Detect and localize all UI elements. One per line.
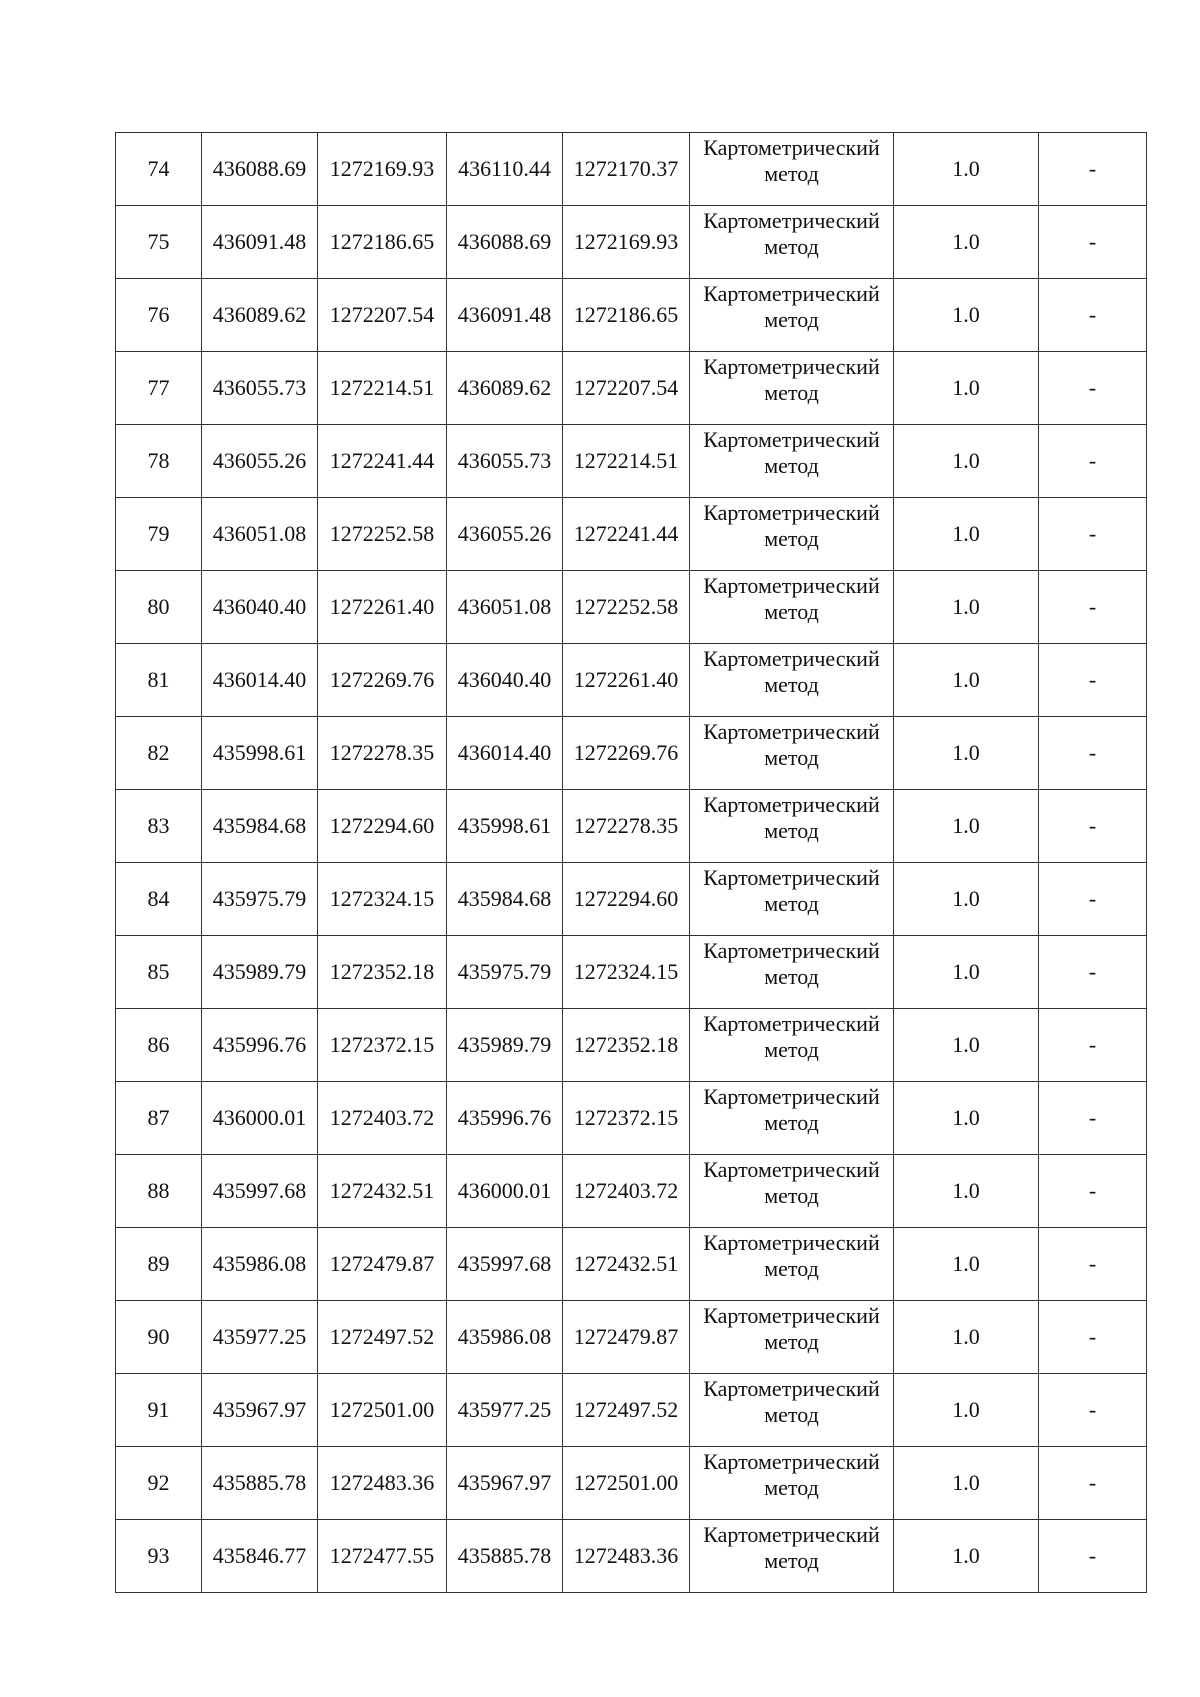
x-coordinate-cell: 435975.79 <box>202 863 318 936</box>
accuracy-cell: 1.0 <box>894 279 1039 352</box>
x-coordinate-cell: 436055.26 <box>202 425 318 498</box>
y-coordinate-cell: 1272186.65 <box>318 206 447 279</box>
note-cell: - <box>1039 790 1147 863</box>
y-previous-coordinate-cell: 1272186.65 <box>563 279 690 352</box>
accuracy-cell: 1.0 <box>894 863 1039 936</box>
point-number-cell: 89 <box>116 1228 202 1301</box>
x-coordinate-cell: 435989.79 <box>202 936 318 1009</box>
note-cell: - <box>1039 1082 1147 1155</box>
y-previous-coordinate-cell: 1272261.40 <box>563 644 690 717</box>
y-coordinate-cell: 1272497.52 <box>318 1301 447 1374</box>
determination-method-cell <box>690 717 894 790</box>
y-coordinate-cell: 1272294.60 <box>318 790 447 863</box>
y-previous-coordinate-cell: 1272241.44 <box>563 498 690 571</box>
determination-method-cell <box>690 279 894 352</box>
point-number-cell: 79 <box>116 498 202 571</box>
note-cell: - <box>1039 936 1147 1009</box>
note-cell: - <box>1039 571 1147 644</box>
accuracy-cell: 1.0 <box>894 425 1039 498</box>
accuracy-cell: 1.0 <box>894 1520 1039 1593</box>
note-cell: - <box>1039 352 1147 425</box>
method-line-1: Картометрический <box>703 281 880 306</box>
method-line-1: Картометрический <box>703 1303 880 1328</box>
method-line-1: Картометрический <box>703 427 880 452</box>
method-line-2: метод <box>764 1110 819 1135</box>
y-previous-coordinate-cell: 1272294.60 <box>563 863 690 936</box>
method-line-1: Картометрический <box>703 208 880 233</box>
y-coordinate-cell: 1272241.44 <box>318 425 447 498</box>
method-line-2: метод <box>764 745 819 770</box>
x-previous-coordinate-cell: 435997.68 <box>447 1228 563 1301</box>
x-previous-coordinate-cell: 435984.68 <box>447 863 563 936</box>
y-previous-coordinate-cell: 1272252.58 <box>563 571 690 644</box>
method-line-1: Картометрический <box>703 500 880 525</box>
x-previous-coordinate-cell: 435989.79 <box>447 1009 563 1082</box>
point-number-cell: 82 <box>116 717 202 790</box>
table-row <box>116 1374 1147 1447</box>
table-row <box>116 571 1147 644</box>
determination-method-cell <box>690 863 894 936</box>
table-row <box>116 1155 1147 1228</box>
x-coordinate-cell: 435885.78 <box>202 1447 318 1520</box>
point-number-cell: 78 <box>116 425 202 498</box>
x-coordinate-cell: 436055.73 <box>202 352 318 425</box>
point-number-cell: 88 <box>116 1155 202 1228</box>
method-line-1: Картометрический <box>703 135 880 160</box>
method-line-2: метод <box>764 1402 819 1427</box>
y-coordinate-cell: 1272432.51 <box>318 1155 447 1228</box>
table-row <box>116 1228 1147 1301</box>
method-line-2: метод <box>764 234 819 259</box>
point-number-cell: 91 <box>116 1374 202 1447</box>
y-coordinate-cell: 1272403.72 <box>318 1082 447 1155</box>
table-row <box>116 717 1147 790</box>
determination-method-cell <box>690 425 894 498</box>
y-coordinate-cell: 1272477.55 <box>318 1520 447 1593</box>
method-line-1: Картометрический <box>703 573 880 598</box>
y-previous-coordinate-cell: 1272432.51 <box>563 1228 690 1301</box>
note-cell: - <box>1039 1009 1147 1082</box>
table-row <box>116 863 1147 936</box>
method-line-2: метод <box>764 818 819 843</box>
y-coordinate-cell: 1272207.54 <box>318 279 447 352</box>
determination-method-cell <box>690 1447 894 1520</box>
table-row <box>116 790 1147 863</box>
determination-method-cell <box>690 352 894 425</box>
x-previous-coordinate-cell: 436014.40 <box>447 717 563 790</box>
note-cell: - <box>1039 279 1147 352</box>
y-coordinate-cell: 1272269.76 <box>318 644 447 717</box>
table-row <box>116 352 1147 425</box>
method-line-2: метод <box>764 964 819 989</box>
note-cell: - <box>1039 1374 1147 1447</box>
accuracy-cell: 1.0 <box>894 936 1039 1009</box>
determination-method-cell <box>690 206 894 279</box>
method-line-1: Картометрический <box>703 1011 880 1036</box>
note-cell: - <box>1039 425 1147 498</box>
y-previous-coordinate-cell: 1272207.54 <box>563 352 690 425</box>
method-line-1: Картометрический <box>703 1376 880 1401</box>
method-line-1: Картометрический <box>703 719 880 744</box>
method-line-2: метод <box>764 307 819 332</box>
x-previous-coordinate-cell: 435986.08 <box>447 1301 563 1374</box>
point-number-cell: 76 <box>116 279 202 352</box>
x-previous-coordinate-cell: 436055.73 <box>447 425 563 498</box>
point-number-cell: 81 <box>116 644 202 717</box>
method-line-1: Картометрический <box>703 1230 880 1255</box>
method-line-2: метод <box>764 526 819 551</box>
note-cell: - <box>1039 206 1147 279</box>
x-coordinate-cell: 436091.48 <box>202 206 318 279</box>
method-line-1: Картометрический <box>703 1084 880 1109</box>
accuracy-cell: 1.0 <box>894 1082 1039 1155</box>
y-coordinate-cell: 1272352.18 <box>318 936 447 1009</box>
point-number-cell: 83 <box>116 790 202 863</box>
determination-method-cell <box>690 1520 894 1593</box>
accuracy-cell: 1.0 <box>894 1374 1039 1447</box>
method-line-2: метод <box>764 380 819 405</box>
determination-method-cell <box>690 1082 894 1155</box>
y-coordinate-cell: 1272372.15 <box>318 1009 447 1082</box>
y-previous-coordinate-cell: 1272170.37 <box>563 133 690 206</box>
x-previous-coordinate-cell: 436055.26 <box>447 498 563 571</box>
table-row <box>116 1301 1147 1374</box>
method-line-1: Картометрический <box>703 1522 880 1547</box>
x-coordinate-cell: 435986.08 <box>202 1228 318 1301</box>
method-line-2: метод <box>764 1329 819 1354</box>
y-previous-coordinate-cell: 1272483.36 <box>563 1520 690 1593</box>
determination-method-cell <box>690 1228 894 1301</box>
x-coordinate-cell: 435984.68 <box>202 790 318 863</box>
table-row <box>116 1082 1147 1155</box>
accuracy-cell: 1.0 <box>894 644 1039 717</box>
x-previous-coordinate-cell: 436040.40 <box>447 644 563 717</box>
note-cell: - <box>1039 1155 1147 1228</box>
accuracy-cell: 1.0 <box>894 1009 1039 1082</box>
determination-method-cell <box>690 790 894 863</box>
table-row <box>116 206 1147 279</box>
x-previous-coordinate-cell: 435977.25 <box>447 1374 563 1447</box>
method-line-2: метод <box>764 891 819 916</box>
determination-method-cell <box>690 644 894 717</box>
determination-method-cell <box>690 1301 894 1374</box>
determination-method-cell <box>690 498 894 571</box>
note-cell: - <box>1039 717 1147 790</box>
y-coordinate-cell: 1272501.00 <box>318 1374 447 1447</box>
note-cell: - <box>1039 1228 1147 1301</box>
point-number-cell: 80 <box>116 571 202 644</box>
determination-method-cell <box>690 133 894 206</box>
y-coordinate-cell: 1272169.93 <box>318 133 447 206</box>
note-cell: - <box>1039 1301 1147 1374</box>
y-previous-coordinate-cell: 1272497.52 <box>563 1374 690 1447</box>
table-row <box>116 133 1147 206</box>
point-number-cell: 87 <box>116 1082 202 1155</box>
method-line-2: метод <box>764 161 819 186</box>
point-number-cell: 86 <box>116 1009 202 1082</box>
point-number-cell: 92 <box>116 1447 202 1520</box>
point-number-cell: 75 <box>116 206 202 279</box>
point-number-cell: 90 <box>116 1301 202 1374</box>
x-coordinate-cell: 435998.61 <box>202 717 318 790</box>
determination-method-cell <box>690 1155 894 1228</box>
determination-method-cell <box>690 936 894 1009</box>
table-row <box>116 644 1147 717</box>
x-previous-coordinate-cell: 435996.76 <box>447 1082 563 1155</box>
coordinates-table <box>115 132 1147 1593</box>
y-previous-coordinate-cell: 1272214.51 <box>563 425 690 498</box>
table-row <box>116 1520 1147 1593</box>
method-line-1: Картометрический <box>703 354 880 379</box>
y-previous-coordinate-cell: 1272324.15 <box>563 936 690 1009</box>
method-line-1: Картометрический <box>703 792 880 817</box>
y-previous-coordinate-cell: 1272278.35 <box>563 790 690 863</box>
coordinates-table-body <box>116 133 1147 1593</box>
y-coordinate-cell: 1272214.51 <box>318 352 447 425</box>
note-cell: - <box>1039 644 1147 717</box>
x-coordinate-cell: 435996.76 <box>202 1009 318 1082</box>
x-previous-coordinate-cell: 436110.44 <box>447 133 563 206</box>
method-line-1: Картометрический <box>703 1157 880 1182</box>
x-previous-coordinate-cell: 436051.08 <box>447 571 563 644</box>
table-row <box>116 279 1147 352</box>
point-number-cell: 77 <box>116 352 202 425</box>
accuracy-cell: 1.0 <box>894 206 1039 279</box>
table-row <box>116 498 1147 571</box>
x-previous-coordinate-cell: 436000.01 <box>447 1155 563 1228</box>
point-number-cell: 84 <box>116 863 202 936</box>
table-row <box>116 1009 1147 1082</box>
x-previous-coordinate-cell: 435967.97 <box>447 1447 563 1520</box>
x-coordinate-cell: 436088.69 <box>202 133 318 206</box>
x-previous-coordinate-cell: 436091.48 <box>447 279 563 352</box>
x-coordinate-cell: 436051.08 <box>202 498 318 571</box>
y-previous-coordinate-cell: 1272501.00 <box>563 1447 690 1520</box>
method-line-2: метод <box>764 1475 819 1500</box>
y-previous-coordinate-cell: 1272269.76 <box>563 717 690 790</box>
determination-method-cell <box>690 571 894 644</box>
point-number-cell: 93 <box>116 1520 202 1593</box>
point-number-cell: 74 <box>116 133 202 206</box>
accuracy-cell: 1.0 <box>894 571 1039 644</box>
x-coordinate-cell: 435997.68 <box>202 1155 318 1228</box>
x-previous-coordinate-cell: 435998.61 <box>447 790 563 863</box>
method-line-1: Картометрический <box>703 865 880 890</box>
table-row <box>116 425 1147 498</box>
table-row <box>116 936 1147 1009</box>
method-line-2: метод <box>764 1037 819 1062</box>
x-coordinate-cell: 436089.62 <box>202 279 318 352</box>
accuracy-cell: 1.0 <box>894 1228 1039 1301</box>
method-line-2: метод <box>764 453 819 478</box>
y-coordinate-cell: 1272479.87 <box>318 1228 447 1301</box>
note-cell: - <box>1039 498 1147 571</box>
y-previous-coordinate-cell: 1272352.18 <box>563 1009 690 1082</box>
method-line-2: метод <box>764 599 819 624</box>
accuracy-cell: 1.0 <box>894 790 1039 863</box>
note-cell: - <box>1039 1520 1147 1593</box>
accuracy-cell: 1.0 <box>894 1155 1039 1228</box>
determination-method-cell <box>690 1374 894 1447</box>
y-coordinate-cell: 1272278.35 <box>318 717 447 790</box>
y-previous-coordinate-cell: 1272372.15 <box>563 1082 690 1155</box>
method-line-2: метод <box>764 672 819 697</box>
y-previous-coordinate-cell: 1272403.72 <box>563 1155 690 1228</box>
y-previous-coordinate-cell: 1272479.87 <box>563 1301 690 1374</box>
method-line-2: метод <box>764 1256 819 1281</box>
y-coordinate-cell: 1272252.58 <box>318 498 447 571</box>
x-previous-coordinate-cell: 436089.62 <box>447 352 563 425</box>
method-line-1: Картометрический <box>703 1449 880 1474</box>
determination-method-cell <box>690 1009 894 1082</box>
method-line-1: Картометрический <box>703 938 880 963</box>
y-coordinate-cell: 1272483.36 <box>318 1447 447 1520</box>
x-coordinate-cell: 436014.40 <box>202 644 318 717</box>
method-line-2: метод <box>764 1548 819 1573</box>
x-coordinate-cell: 435967.97 <box>202 1374 318 1447</box>
note-cell: - <box>1039 1447 1147 1520</box>
note-cell: - <box>1039 133 1147 206</box>
x-previous-coordinate-cell: 435885.78 <box>447 1520 563 1593</box>
method-line-1: Картометрический <box>703 646 880 671</box>
table-row <box>116 1447 1147 1520</box>
point-number-cell: 85 <box>116 936 202 1009</box>
x-coordinate-cell: 435846.77 <box>202 1520 318 1593</box>
accuracy-cell: 1.0 <box>894 1301 1039 1374</box>
x-coordinate-cell: 436000.01 <box>202 1082 318 1155</box>
x-coordinate-cell: 436040.40 <box>202 571 318 644</box>
x-previous-coordinate-cell: 435975.79 <box>447 936 563 1009</box>
accuracy-cell: 1.0 <box>894 133 1039 206</box>
y-coordinate-cell: 1272261.40 <box>318 571 447 644</box>
y-previous-coordinate-cell: 1272169.93 <box>563 206 690 279</box>
y-coordinate-cell: 1272324.15 <box>318 863 447 936</box>
x-previous-coordinate-cell: 436088.69 <box>447 206 563 279</box>
accuracy-cell: 1.0 <box>894 1447 1039 1520</box>
accuracy-cell: 1.0 <box>894 498 1039 571</box>
method-line-2: метод <box>764 1183 819 1208</box>
x-coordinate-cell: 435977.25 <box>202 1301 318 1374</box>
accuracy-cell: 1.0 <box>894 352 1039 425</box>
note-cell: - <box>1039 863 1147 936</box>
accuracy-cell: 1.0 <box>894 717 1039 790</box>
